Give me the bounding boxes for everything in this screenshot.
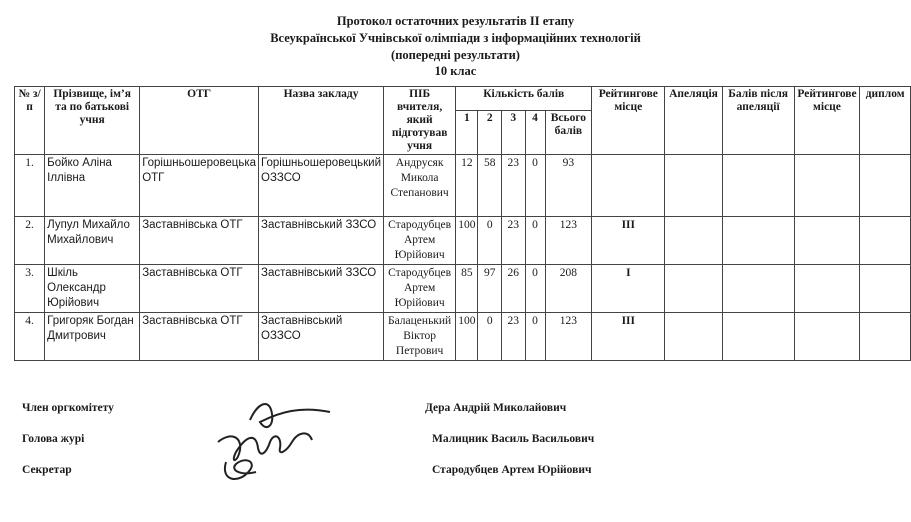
task1-score: 12 <box>456 155 478 217</box>
person-org-committee: Дера Андрій Миколайович <box>425 402 567 414</box>
diploma-cell <box>860 155 911 217</box>
rank-cell: ІІІ <box>592 217 665 265</box>
otg-cell: Заставнівська ОТГ <box>140 265 259 313</box>
title-line-2: Всеукраїнської Учнівської олімпіади з інформаційних технологій <box>270 31 641 45</box>
task1-score: 100 <box>456 313 478 361</box>
task3-score: 26 <box>501 265 525 313</box>
rank-cell: ІІІ <box>592 313 665 361</box>
handwritten-signature-icon <box>200 392 360 492</box>
otg-cell: Заставнівська ОТГ <box>140 313 259 361</box>
col-task2-header: 2 <box>478 111 502 155</box>
diploma-cell <box>860 313 911 361</box>
col-name-header: Прізвище, ім’я та по батькові учня <box>45 87 140 155</box>
appeal-cell <box>665 313 722 361</box>
student-name: Шкіль Олександр Юрійович <box>45 265 140 313</box>
title-line-4: 10 клас <box>434 64 477 78</box>
otg-cell: Заставнівська ОТГ <box>140 217 259 265</box>
table-row <box>15 313 911 361</box>
col-task1-header: 1 <box>456 111 478 155</box>
after-appeal-cell <box>722 265 794 313</box>
rank2-cell <box>794 265 860 313</box>
person-secretary: Стародубцев Артем Юрійович <box>432 464 592 476</box>
row-num: 3. <box>15 265 45 313</box>
col-num-header: № з/п <box>15 87 45 155</box>
task2-score: 0 <box>478 217 502 265</box>
person-jury-head: Малицник Василь Васильович <box>432 433 595 445</box>
col-scores-header: Кількість балів <box>456 87 592 111</box>
rank2-cell <box>794 313 860 361</box>
total-score: 208 <box>545 265 592 313</box>
row-num: 4. <box>15 313 45 361</box>
col-rank2-header: Рейтингове місце <box>794 87 860 155</box>
teacher-cell: Стародубцев Артем Юрійович <box>384 265 456 313</box>
role-jury-head: Голова журі <box>22 433 85 445</box>
col-total-header: Всього балів <box>545 111 592 155</box>
task3-score: 23 <box>501 155 525 217</box>
total-score: 123 <box>545 313 592 361</box>
col-diploma-header: диплом <box>860 87 911 155</box>
col-otg-header: ОТГ <box>140 87 259 155</box>
student-name: Григоряк Богдан Дмитрович <box>45 313 140 361</box>
row-num: 2. <box>15 217 45 265</box>
task2-score: 58 <box>478 155 502 217</box>
role-org-committee: Член оргкомітету <box>22 402 114 414</box>
col-task3-header: 3 <box>501 111 525 155</box>
col-rank-header: Рейтингове місце <box>592 87 665 155</box>
rank-cell <box>592 155 665 217</box>
task4-score: 0 <box>525 265 545 313</box>
task3-score: 23 <box>501 217 525 265</box>
after-appeal-cell <box>722 155 794 217</box>
task2-score: 97 <box>478 265 502 313</box>
task3-score: 23 <box>501 313 525 361</box>
school-cell: Горішньошеровецький ОЗЗСО <box>259 155 384 217</box>
school-cell: Заставнівський ОЗЗСО <box>259 313 384 361</box>
table-row <box>15 217 911 265</box>
school-cell: Заставнівський ЗЗСО <box>259 265 384 313</box>
teacher-cell: Балаценький Віктор Петрович <box>384 313 456 361</box>
title-line-3: (попередні результати) <box>391 48 520 62</box>
task4-score: 0 <box>525 217 545 265</box>
student-name: Бойко Аліна Іллівна <box>45 155 140 217</box>
table-header-row <box>15 87 911 111</box>
rank-cell: І <box>592 265 665 313</box>
task4-score: 0 <box>525 155 545 217</box>
col-appeal-header: Апеляція <box>665 87 722 155</box>
total-score: 123 <box>545 217 592 265</box>
task1-score: 100 <box>456 217 478 265</box>
student-name: Лупул Михайло Михайлович <box>45 217 140 265</box>
col-teacher-header: ПІБ вчителя, який підготував учня <box>384 87 456 155</box>
after-appeal-cell <box>722 217 794 265</box>
table-row <box>15 155 911 217</box>
col-task4-header: 4 <box>525 111 545 155</box>
task4-score: 0 <box>525 313 545 361</box>
task1-score: 85 <box>456 265 478 313</box>
col-school-header: Назва закладу <box>259 87 384 155</box>
otg-cell: Горішньошеровецька ОТГ <box>140 155 259 217</box>
role-secretary: Секретар <box>22 464 72 476</box>
title-line-1: Протокол остаточних результатів ІІ етапу <box>336 14 575 28</box>
rank2-cell <box>794 155 860 217</box>
table-row <box>15 265 911 313</box>
school-cell: Заставнівський ЗЗСО <box>259 217 384 265</box>
rank2-cell <box>794 217 860 265</box>
appeal-cell <box>665 217 722 265</box>
after-appeal-cell <box>722 313 794 361</box>
total-score: 93 <box>545 155 592 217</box>
task2-score: 0 <box>478 313 502 361</box>
appeal-cell <box>665 265 722 313</box>
col-after-appeal-header: Балів після апеляції <box>722 87 794 155</box>
diploma-cell <box>860 217 911 265</box>
teacher-cell: Андрусяк Микола Степанович <box>384 155 456 217</box>
row-num: 1. <box>15 155 45 217</box>
diploma-cell <box>860 265 911 313</box>
appeal-cell <box>665 155 722 217</box>
teacher-cell: Стародубцев Артем Юрійович <box>384 217 456 265</box>
results-table <box>14 86 911 361</box>
